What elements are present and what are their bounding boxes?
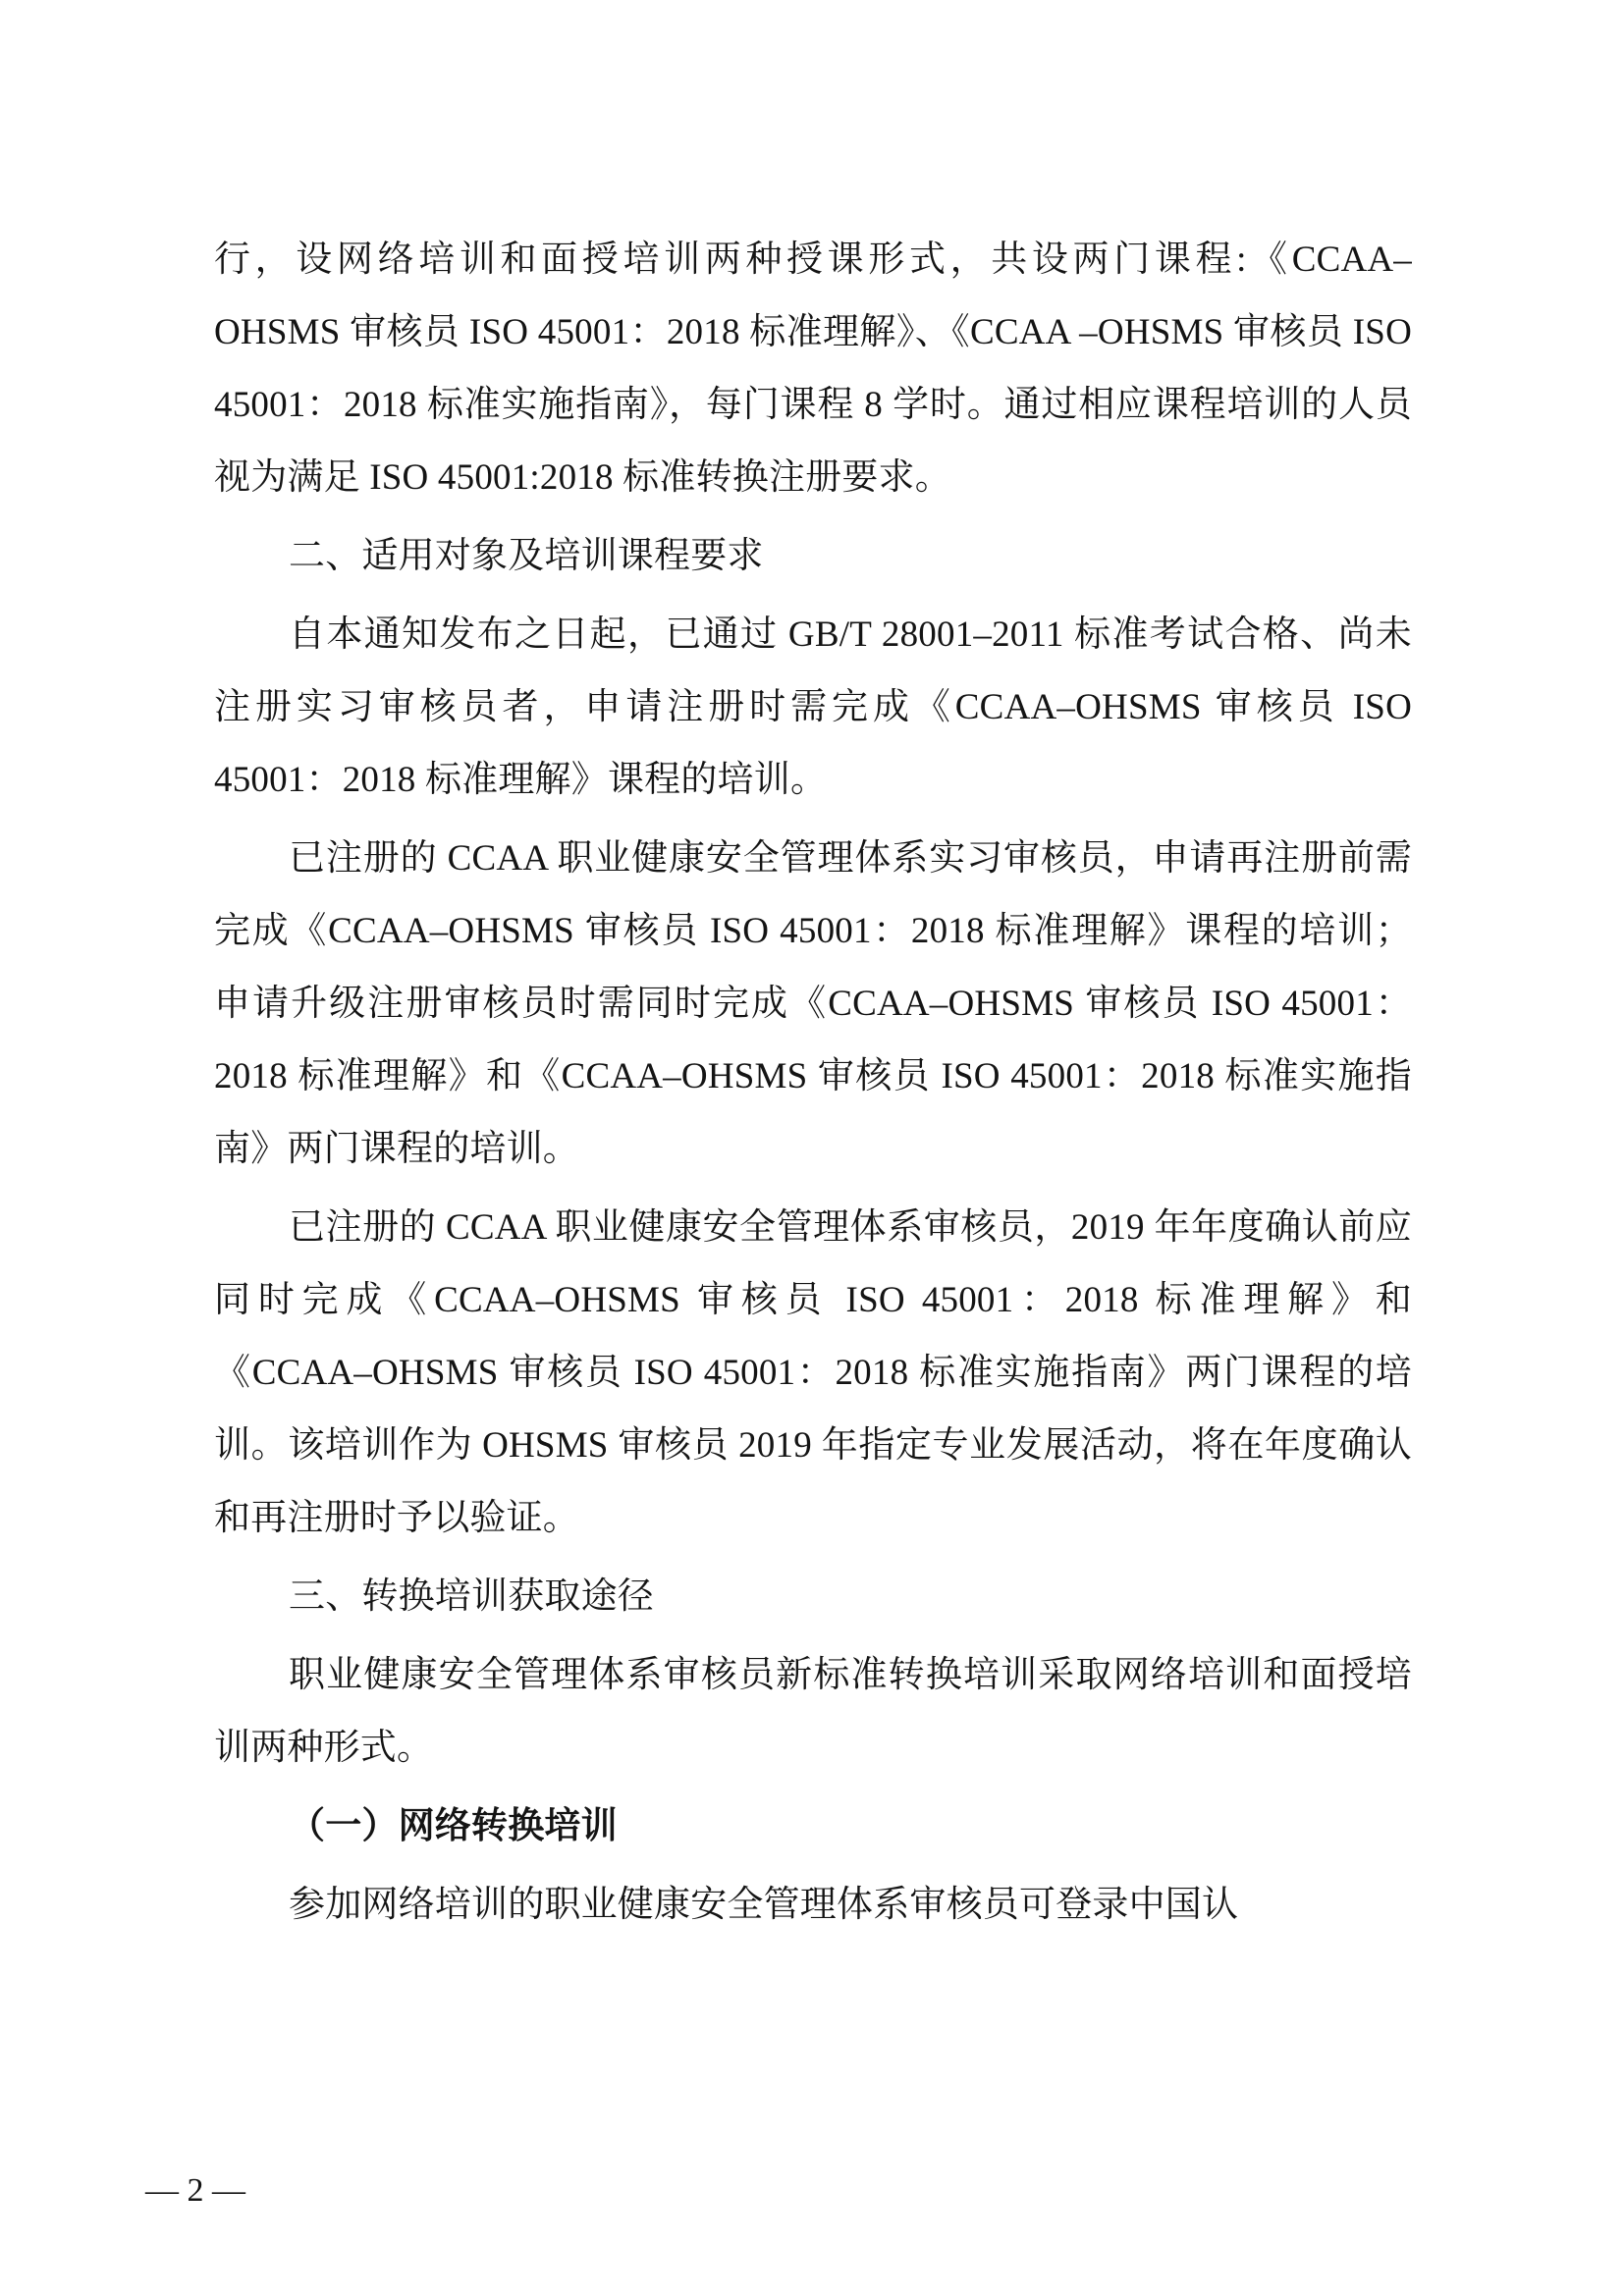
paragraph-online-training-detail: 参加网络培训的职业健康安全管理体系审核员可登录中国认 — [289, 1885, 1239, 1925]
paragraph-continuation: 行，设网络培训和面授培训两种授课形式，共设两门课程:《CCAA–OHSMS 审核员 ISO 45001：2018 标准理解》、《CCAA –OHSMS 审核员 ISO 45001：2018 标准实施指南》，每门课程 8 学时。通过相应课程培训的人员视为满足 ISO 45001:2018 标准转换注册要求。 — [214, 240, 1412, 498]
page-number: — 2 — — [145, 2172, 245, 2209]
paragraph-applicable-scope: 自本通知发布之日起，已通过 GB/T 28001–2011 标准考试合格、尚未注册实习审核员者，申请注册时需完成《CCAA–OHSMS 审核员 ISO 45001：2018 标准理解》课程的培训。 — [214, 614, 1412, 800]
paragraph-registered-auditor: 已注册的 CCAA 职业健康安全管理体系审核员，2019 年年度确认前应同时完成《CCAA–OHSMS 审核员 ISO 45001：2018 标准理解》和《CCAA–OHSMS 审核员 ISO 45001：2018 标准实施指南》两门课程的培训。该培训作为 OHSMS 审核员 2019 年指定专业发展活动，将在年度确认和再注册时予以验证。 — [214, 1207, 1412, 1538]
page-content — [214, 224, 1412, 1948]
paragraph-training-forms: 职业健康安全管理体系审核员新标准转换培训采取网络培训和面授培训两种形式。 — [214, 1655, 1412, 1768]
section-heading-two: 二、适用对象及培训课程要求 — [289, 536, 764, 576]
section-heading-three: 三、转换培训获取途径 — [289, 1576, 654, 1617]
subsection-heading-online-training: （一）网络转换培训 — [289, 1806, 618, 1846]
paragraph-registered-trainee-auditor: 已注册的 CCAA 职业健康安全管理体系实习审核员，申请再注册前需完成《CCAA–OHSMS 审核员 ISO 45001：2018 标准理解》课程的培训；申请升级注册审核员时需同时完成《CCAA–OHSMS 审核员 ISO 45001：2018 标准理解》和《CCAA–OHSMS 审核员 ISO 45001：2018 标准实施指南》两门课程的培训。 — [214, 838, 1412, 1169]
